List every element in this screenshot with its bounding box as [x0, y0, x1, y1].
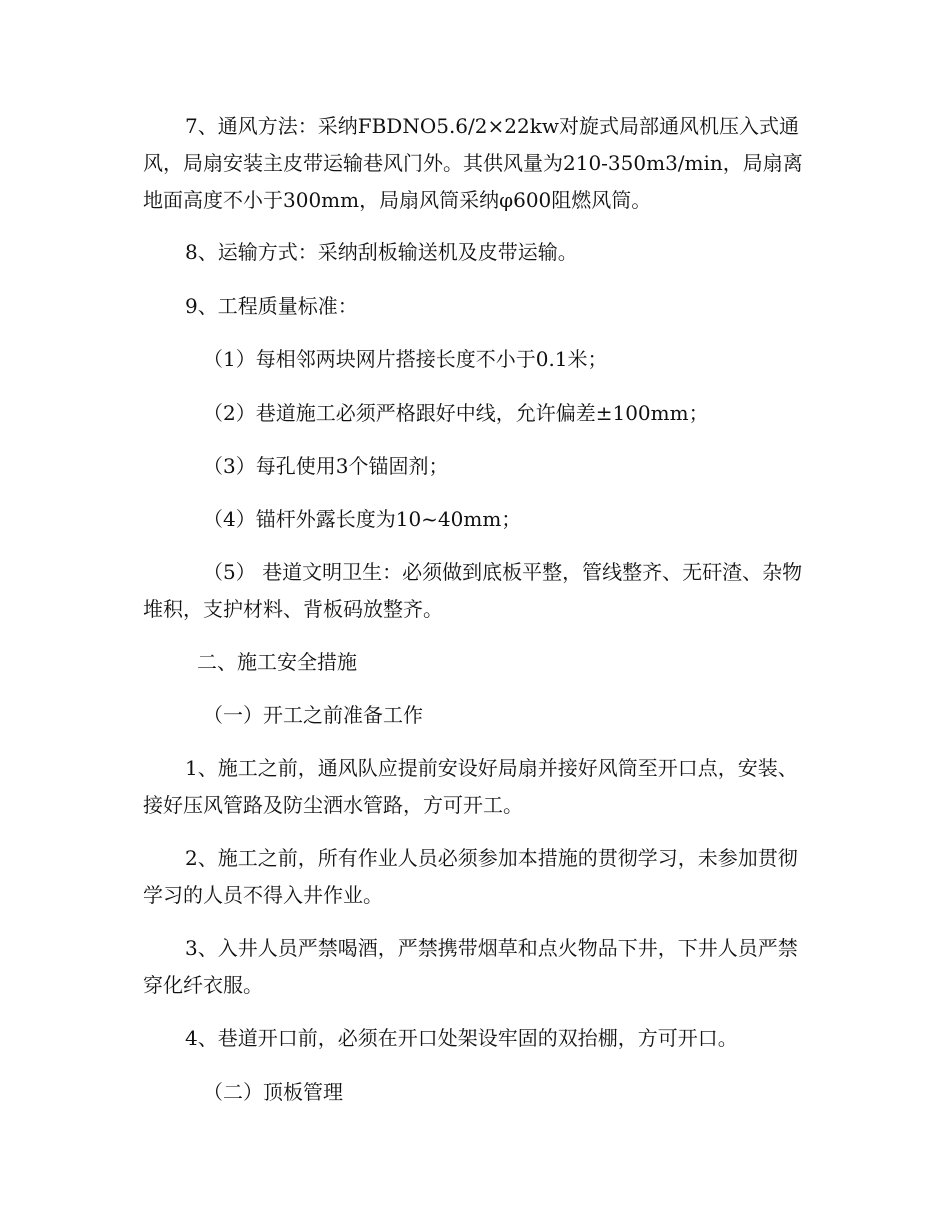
subsection-heading-preparation: （一）开工之前准备工作 [203, 703, 423, 727]
list-item-quality-4: （4）锚杆外露长度为10~40mm； [203, 507, 522, 531]
paragraph-quality-standard-heading: 9、工程质量标准： [185, 294, 358, 318]
section-heading-safety-measures: 二、施工安全措施 [197, 650, 357, 674]
paragraph-preparation-4: 4、巷道开口前，必须在开口处架设牢固的双抬棚，方可开口。 [185, 1026, 738, 1050]
list-item-quality-1: （1）每相邻两块网片搭接长度不小于0.1米； [203, 347, 608, 371]
list-item-quality-5: （5） 巷道文明卫生：必须做到底板平整，管线整齐、无矸渣、杂物堆积，支护材料、背板码放整齐。 [143, 560, 803, 621]
paragraph-transport-method: 8、运输方式：采纳刮板输送机及皮带运输。 [185, 240, 578, 264]
paragraph-preparation-2: 2、施工之前，所有作业人员必须参加本措施的贯彻学习，未参加贯彻学习的人员不得入井作业。 [143, 846, 798, 907]
paragraph-ventilation-method: 7、通风方法：采纳FBDNO5.6/2×22kw对旋式局部通风机压入式通风，局扇安装主皮带运输巷风门外。其供风量为210-350m3/min，局扇离地面高度不小于300mm，局扇风筒采纳φ600阻燃风筒。 [143, 114, 803, 212]
paragraph-preparation-3: 3、入井人员严禁喝酒，严禁携带烟草和点火物品下井，下井人员严禁穿化纤衣服。 [143, 936, 798, 997]
paragraph-preparation-1: 1、施工之前，通风队应提前安设好局扇并接好风筒至开口点，安装、接好压风管路及防尘洒水管路，方可开工。 [143, 756, 798, 817]
list-item-quality-3: （3）每孔使用3个锚固剂； [203, 454, 449, 478]
subsection-heading-roof-management: （二）顶板管理 [203, 1080, 343, 1104]
list-item-quality-2: （2）巷道施工必须严格跟好中线，允许偏差±100mm； [203, 401, 709, 425]
